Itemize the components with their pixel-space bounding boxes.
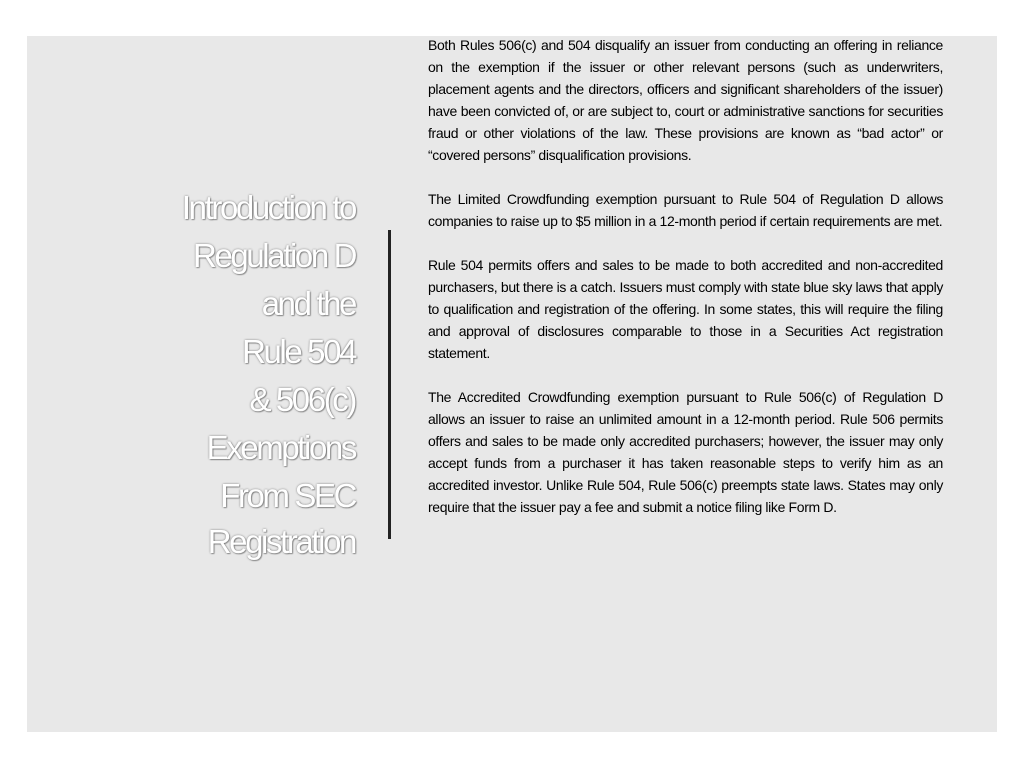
paragraph: Rule 504 permits offers and sales to be made to both accredited and non-accredited purchasers, but there is a catch. Issuers must comply with state blue sky laws that apply to qualification and registration of the offering. In some states, this will require the filing and approval of disclosures comparable to those in a Securities Act registration statement. <box>428 257 943 361</box>
paragraph: The Accredited Crowdfunding exemption pursuant to Rule 506(c) of Regulation D allows an issuer to raise an unlimited amount in a 12-month period. Rule 506 permits offers and sales to be made only accredited purchasers; however, the issuer may only accept funds from a purchaser it has taken reasonable steps to verify him as an accredited investor. Unlike Rule 504, Rule 506(c) preempts state laws. States may only require that the issuer pay a fee and submit a notice filing like Form D. <box>428 389 943 515</box>
title-line: Registration <box>207 523 355 560</box>
title-line: Exemptions <box>206 429 355 466</box>
slide-title <box>100 184 355 562</box>
title-line: Regulation D <box>193 237 355 274</box>
title-line: From SEC <box>220 477 355 514</box>
body-text <box>428 34 943 540</box>
paragraph: Both Rules 506(c) and 504 disqualify an issuer from conducting an offering in reliance on the exemption if the issuer or other relevant persons (such as underwriters, placement agents and the directors, officers and significant shareholders of the issuer) have been convicted of, or are subject to, court or administrative sanctions for securities fraud or other violations of the law. These provisions are known as “bad actor” or “covered persons” disqualification provisions. <box>428 37 943 163</box>
title-line: Rule 504 <box>242 333 355 370</box>
title-line: & 506(c) <box>249 381 355 418</box>
title-line: Introduction to <box>181 189 355 226</box>
title-line: and the <box>261 285 355 322</box>
paragraph: The Limited Crowdfunding exemption pursuant to Rule 504 of Regulation D allows companies to raise up to $5 million in a 12-month period if certain requirements are met. <box>428 191 943 229</box>
vertical-divider <box>388 230 391 539</box>
